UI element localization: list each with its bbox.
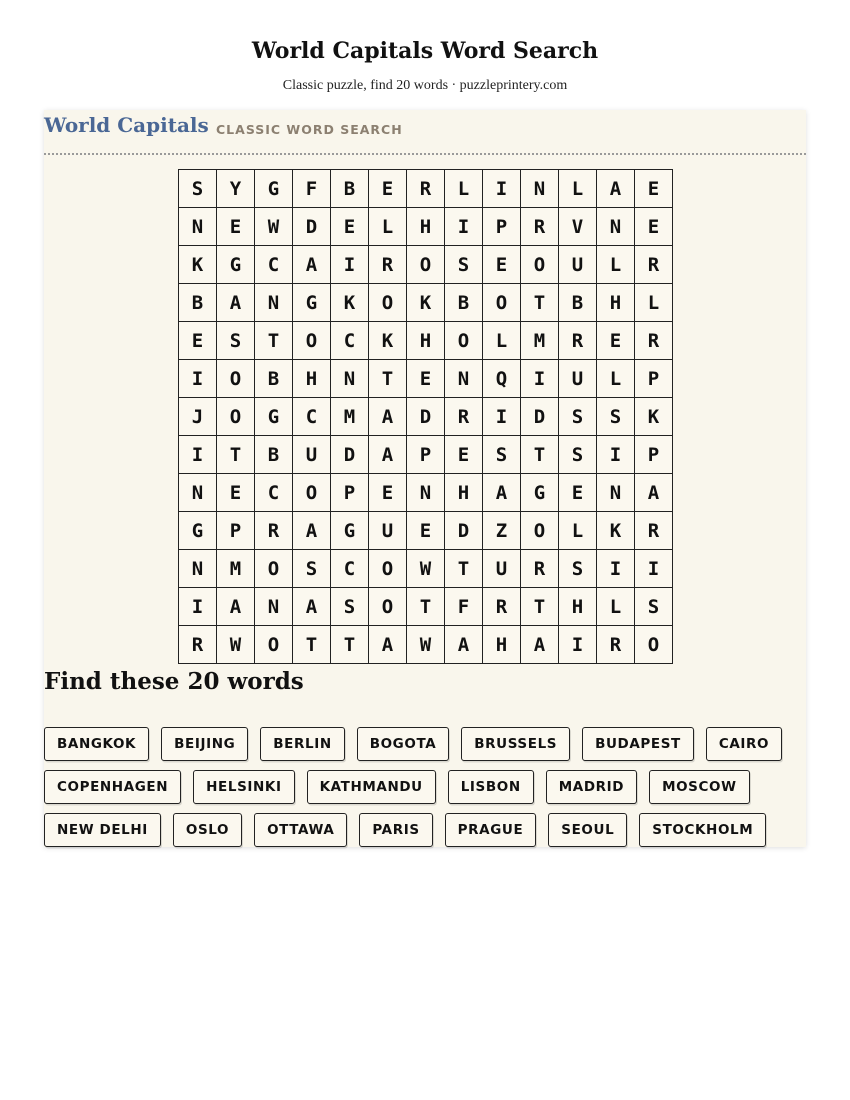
grid-cell[interactable]: K xyxy=(635,398,673,436)
grid-cell[interactable]: G xyxy=(293,284,331,322)
grid-cell[interactable]: I xyxy=(559,626,597,664)
grid-cell[interactable]: R xyxy=(559,322,597,360)
grid-cell[interactable]: G xyxy=(179,512,217,550)
grid-cell[interactable]: E xyxy=(445,436,483,474)
grid-cell[interactable]: E xyxy=(217,208,255,246)
grid-cell[interactable]: E xyxy=(407,512,445,550)
page-title: World Capitals Word Search xyxy=(251,38,599,64)
puzzle-panel xyxy=(44,110,806,847)
word-list-heading: Find these 20 words xyxy=(44,668,304,695)
grid-cell[interactable]: W xyxy=(407,550,445,588)
grid-cell[interactable]: O xyxy=(407,246,445,284)
grid-cell[interactable]: C xyxy=(293,398,331,436)
grid-cell[interactable]: R xyxy=(179,626,217,664)
word-chip: SEOUL xyxy=(548,813,627,847)
grid-cell[interactable]: T xyxy=(445,550,483,588)
word-chip: BANGKOK xyxy=(44,727,149,761)
grid-cell[interactable]: H xyxy=(559,588,597,626)
grid-cell[interactable]: K xyxy=(597,512,635,550)
grid-cell[interactable]: J xyxy=(179,398,217,436)
grid-cell[interactable]: E xyxy=(559,474,597,512)
grid-cell[interactable]: I xyxy=(445,208,483,246)
grid-cell[interactable]: O xyxy=(369,588,407,626)
grid-cell[interactable]: U xyxy=(483,550,521,588)
grid-cell[interactable]: E xyxy=(635,208,673,246)
grid-cell[interactable]: T xyxy=(255,322,293,360)
grid-cell[interactable]: R xyxy=(445,398,483,436)
word-list xyxy=(44,727,806,847)
grid-cell[interactable]: N xyxy=(331,360,369,398)
grid-cell[interactable]: R xyxy=(597,626,635,664)
grid-cell[interactable]: E xyxy=(483,246,521,284)
grid-cell[interactable]: G xyxy=(255,398,293,436)
grid-cell[interactable]: D xyxy=(293,208,331,246)
grid-cell[interactable]: M xyxy=(331,398,369,436)
grid-cell[interactable]: G xyxy=(255,170,293,208)
grid-cell[interactable]: U xyxy=(559,360,597,398)
grid-cell[interactable]: R xyxy=(635,322,673,360)
grid-cell[interactable]: H xyxy=(483,626,521,664)
grid-cell[interactable]: D xyxy=(331,436,369,474)
grid-cell[interactable]: H xyxy=(597,284,635,322)
grid-cell[interactable]: A xyxy=(293,246,331,284)
grid-cell[interactable]: C xyxy=(255,246,293,284)
grid-cell[interactable]: E xyxy=(331,208,369,246)
grid-cell[interactable]: M xyxy=(217,550,255,588)
grid-cell[interactable]: N xyxy=(521,170,559,208)
grid-cell[interactable]: T xyxy=(369,360,407,398)
grid-cell[interactable]: A xyxy=(217,588,255,626)
grid-cell[interactable]: G xyxy=(217,246,255,284)
grid-cell[interactable]: K xyxy=(179,246,217,284)
grid-cell[interactable]: E xyxy=(407,360,445,398)
grid-cell[interactable]: S xyxy=(483,436,521,474)
grid-cell[interactable]: N xyxy=(179,208,217,246)
grid-cell[interactable]: I xyxy=(483,170,521,208)
grid-cell[interactable]: P xyxy=(635,436,673,474)
grid-cell[interactable]: R xyxy=(635,512,673,550)
grid-cell[interactable]: S xyxy=(559,398,597,436)
grid-cell[interactable]: H xyxy=(293,360,331,398)
grid-cell[interactable]: R xyxy=(369,246,407,284)
grid-cell[interactable]: N xyxy=(445,360,483,398)
grid-cell[interactable]: P xyxy=(331,474,369,512)
word-chip: BEIJING xyxy=(161,727,248,761)
grid-cell[interactable]: P xyxy=(217,512,255,550)
grid-cell[interactable]: B xyxy=(331,170,369,208)
grid-cell[interactable]: O xyxy=(293,322,331,360)
panel-title: World Capitals xyxy=(44,113,209,137)
grid-cell[interactable]: O xyxy=(483,284,521,322)
word-chip: NEW DELHI xyxy=(44,813,161,847)
grid-cell[interactable]: S xyxy=(559,436,597,474)
grid-cell[interactable]: L xyxy=(559,170,597,208)
grid-cell[interactable]: N xyxy=(255,284,293,322)
grid-cell[interactable]: U xyxy=(369,512,407,550)
grid-cell[interactable]: A xyxy=(369,626,407,664)
grid-cell[interactable]: N xyxy=(407,474,445,512)
grid-cell[interactable]: F xyxy=(445,588,483,626)
grid-cell[interactable]: W xyxy=(407,626,445,664)
grid-cell[interactable]: T xyxy=(521,284,559,322)
grid-cell[interactable]: D xyxy=(521,398,559,436)
grid-cell[interactable]: I xyxy=(635,550,673,588)
word-chip: STOCKHOLM xyxy=(639,813,766,847)
grid-cell[interactable]: Z xyxy=(483,512,521,550)
grid-cell[interactable]: E xyxy=(597,322,635,360)
grid-cell[interactable]: N xyxy=(179,474,217,512)
grid-cell[interactable]: G xyxy=(521,474,559,512)
grid-cell[interactable]: L xyxy=(635,284,673,322)
grid-cell[interactable]: R xyxy=(407,170,445,208)
grid-cell[interactable]: C xyxy=(255,474,293,512)
grid-cell[interactable]: I xyxy=(521,360,559,398)
grid-cell[interactable]: W xyxy=(217,626,255,664)
grid-cell[interactable]: H xyxy=(407,208,445,246)
grid-cell[interactable]: I xyxy=(483,398,521,436)
grid-cell[interactable]: S xyxy=(331,588,369,626)
grid-cell[interactable]: S xyxy=(559,550,597,588)
grid-cell[interactable]: O xyxy=(521,246,559,284)
word-chip: HELSINKI xyxy=(193,770,294,804)
letter-grid[interactable] xyxy=(178,169,673,664)
grid-cell[interactable]: E xyxy=(217,474,255,512)
grid-cell[interactable]: Y xyxy=(217,170,255,208)
grid-cell[interactable]: E xyxy=(635,170,673,208)
grid-cell[interactable]: T xyxy=(331,626,369,664)
grid-cell[interactable]: F xyxy=(293,170,331,208)
grid-cell[interactable]: P xyxy=(483,208,521,246)
grid-cell[interactable]: T xyxy=(407,588,445,626)
grid-cell[interactable]: E xyxy=(179,322,217,360)
grid-cell[interactable]: A xyxy=(217,284,255,322)
grid-cell[interactable]: S xyxy=(217,322,255,360)
grid-cell[interactable]: I xyxy=(179,360,217,398)
grid-cell[interactable]: V xyxy=(559,208,597,246)
grid-cell[interactable]: M xyxy=(521,322,559,360)
grid-cell[interactable]: O xyxy=(255,550,293,588)
grid-cell[interactable]: K xyxy=(407,284,445,322)
word-chip: MOSCOW xyxy=(649,770,750,804)
grid-cell[interactable]: T xyxy=(293,626,331,664)
grid-cell[interactable]: N xyxy=(597,474,635,512)
word-chip: PRAGUE xyxy=(445,813,537,847)
word-chip: COPENHAGEN xyxy=(44,770,181,804)
grid-cell[interactable]: L xyxy=(369,208,407,246)
page-subtitle: Classic puzzle, find 20 words · puzzleprintery.com xyxy=(282,78,568,93)
word-chip: CAIRO xyxy=(706,727,782,761)
grid-cell[interactable]: R xyxy=(635,246,673,284)
grid-cell[interactable]: B xyxy=(559,284,597,322)
grid-cell[interactable]: I xyxy=(331,246,369,284)
grid-cell[interactable]: A xyxy=(293,512,331,550)
grid-cell[interactable]: R xyxy=(521,550,559,588)
grid-cell[interactable]: C xyxy=(331,322,369,360)
grid-cell[interactable]: A xyxy=(597,170,635,208)
word-chip: LISBON xyxy=(448,770,534,804)
grid-cell[interactable]: O xyxy=(217,398,255,436)
word-chip: BUDAPEST xyxy=(582,727,694,761)
word-chip: OTTAWA xyxy=(254,813,347,847)
grid-cell[interactable]: R xyxy=(483,588,521,626)
grid-cell[interactable]: P xyxy=(407,436,445,474)
grid-cell[interactable]: A xyxy=(521,626,559,664)
grid-cell[interactable]: W xyxy=(255,208,293,246)
grid-cell[interactable]: A xyxy=(369,398,407,436)
panel-tag: CLASSIC WORD SEARCH xyxy=(216,122,403,137)
grid-cell[interactable]: N xyxy=(597,208,635,246)
grid-cell[interactable]: O xyxy=(635,626,673,664)
grid-cell[interactable]: I xyxy=(179,436,217,474)
panel-header xyxy=(44,110,806,155)
word-chip: BERLIN xyxy=(260,727,344,761)
grid-cell[interactable]: T xyxy=(521,588,559,626)
grid-cell[interactable]: O xyxy=(445,322,483,360)
grid-cell[interactable]: L xyxy=(597,588,635,626)
grid-cell[interactable]: S xyxy=(597,398,635,436)
grid-cell[interactable]: E xyxy=(369,170,407,208)
grid-cell[interactable]: G xyxy=(331,512,369,550)
grid-cell[interactable]: L xyxy=(597,246,635,284)
grid-cell[interactable]: N xyxy=(255,588,293,626)
grid-cell[interactable]: A xyxy=(369,436,407,474)
grid-cell[interactable]: I xyxy=(179,588,217,626)
grid-cell[interactable]: C xyxy=(331,550,369,588)
grid-cell[interactable]: B xyxy=(255,436,293,474)
grid-cell[interactable]: R xyxy=(521,208,559,246)
grid-cell[interactable]: L xyxy=(559,512,597,550)
grid-cell[interactable]: Q xyxy=(483,360,521,398)
grid-cell[interactable]: D xyxy=(445,512,483,550)
grid-cell[interactable]: L xyxy=(597,360,635,398)
grid-cell[interactable]: S xyxy=(179,170,217,208)
grid-cell[interactable]: B xyxy=(255,360,293,398)
grid-cell[interactable]: N xyxy=(179,550,217,588)
word-chip: PARIS xyxy=(359,813,432,847)
grid-cell[interactable]: O xyxy=(293,474,331,512)
grid-cell[interactable]: U xyxy=(293,436,331,474)
grid-cell[interactable]: B xyxy=(445,284,483,322)
word-chip: OSLO xyxy=(173,813,242,847)
grid-cell[interactable]: L xyxy=(445,170,483,208)
grid-cell[interactable]: L xyxy=(483,322,521,360)
grid-cell[interactable]: T xyxy=(521,436,559,474)
grid-cell[interactable]: D xyxy=(407,398,445,436)
grid-cell[interactable]: A xyxy=(445,626,483,664)
word-chip: BRUSSELS xyxy=(461,727,570,761)
grid-cell[interactable]: A xyxy=(293,588,331,626)
grid-cell[interactable]: K xyxy=(369,322,407,360)
grid-cell[interactable]: O xyxy=(521,512,559,550)
word-chip: KATHMANDU xyxy=(307,770,436,804)
grid-cell[interactable]: T xyxy=(217,436,255,474)
grid-cell[interactable]: I xyxy=(597,436,635,474)
grid-cell[interactable]: U xyxy=(559,246,597,284)
grid-cell[interactable]: A xyxy=(635,474,673,512)
grid-cell[interactable]: O xyxy=(369,550,407,588)
grid-cell[interactable]: A xyxy=(483,474,521,512)
grid-cell[interactable]: P xyxy=(635,360,673,398)
grid-cell[interactable]: O xyxy=(217,360,255,398)
word-chip: MADRID xyxy=(546,770,637,804)
grid-cell[interactable]: O xyxy=(369,284,407,322)
word-chip: BOGOTA xyxy=(357,727,450,761)
grid-cell[interactable]: E xyxy=(369,474,407,512)
grid-cell[interactable]: I xyxy=(597,550,635,588)
grid-cell[interactable]: S xyxy=(445,246,483,284)
grid-cell[interactable]: K xyxy=(331,284,369,322)
grid-cell[interactable]: R xyxy=(255,512,293,550)
grid-cell[interactable]: O xyxy=(255,626,293,664)
grid-cell[interactable]: H xyxy=(445,474,483,512)
grid-cell[interactable]: H xyxy=(407,322,445,360)
grid-cell[interactable]: S xyxy=(293,550,331,588)
grid-cell[interactable]: B xyxy=(179,284,217,322)
grid-cell[interactable]: S xyxy=(635,588,673,626)
